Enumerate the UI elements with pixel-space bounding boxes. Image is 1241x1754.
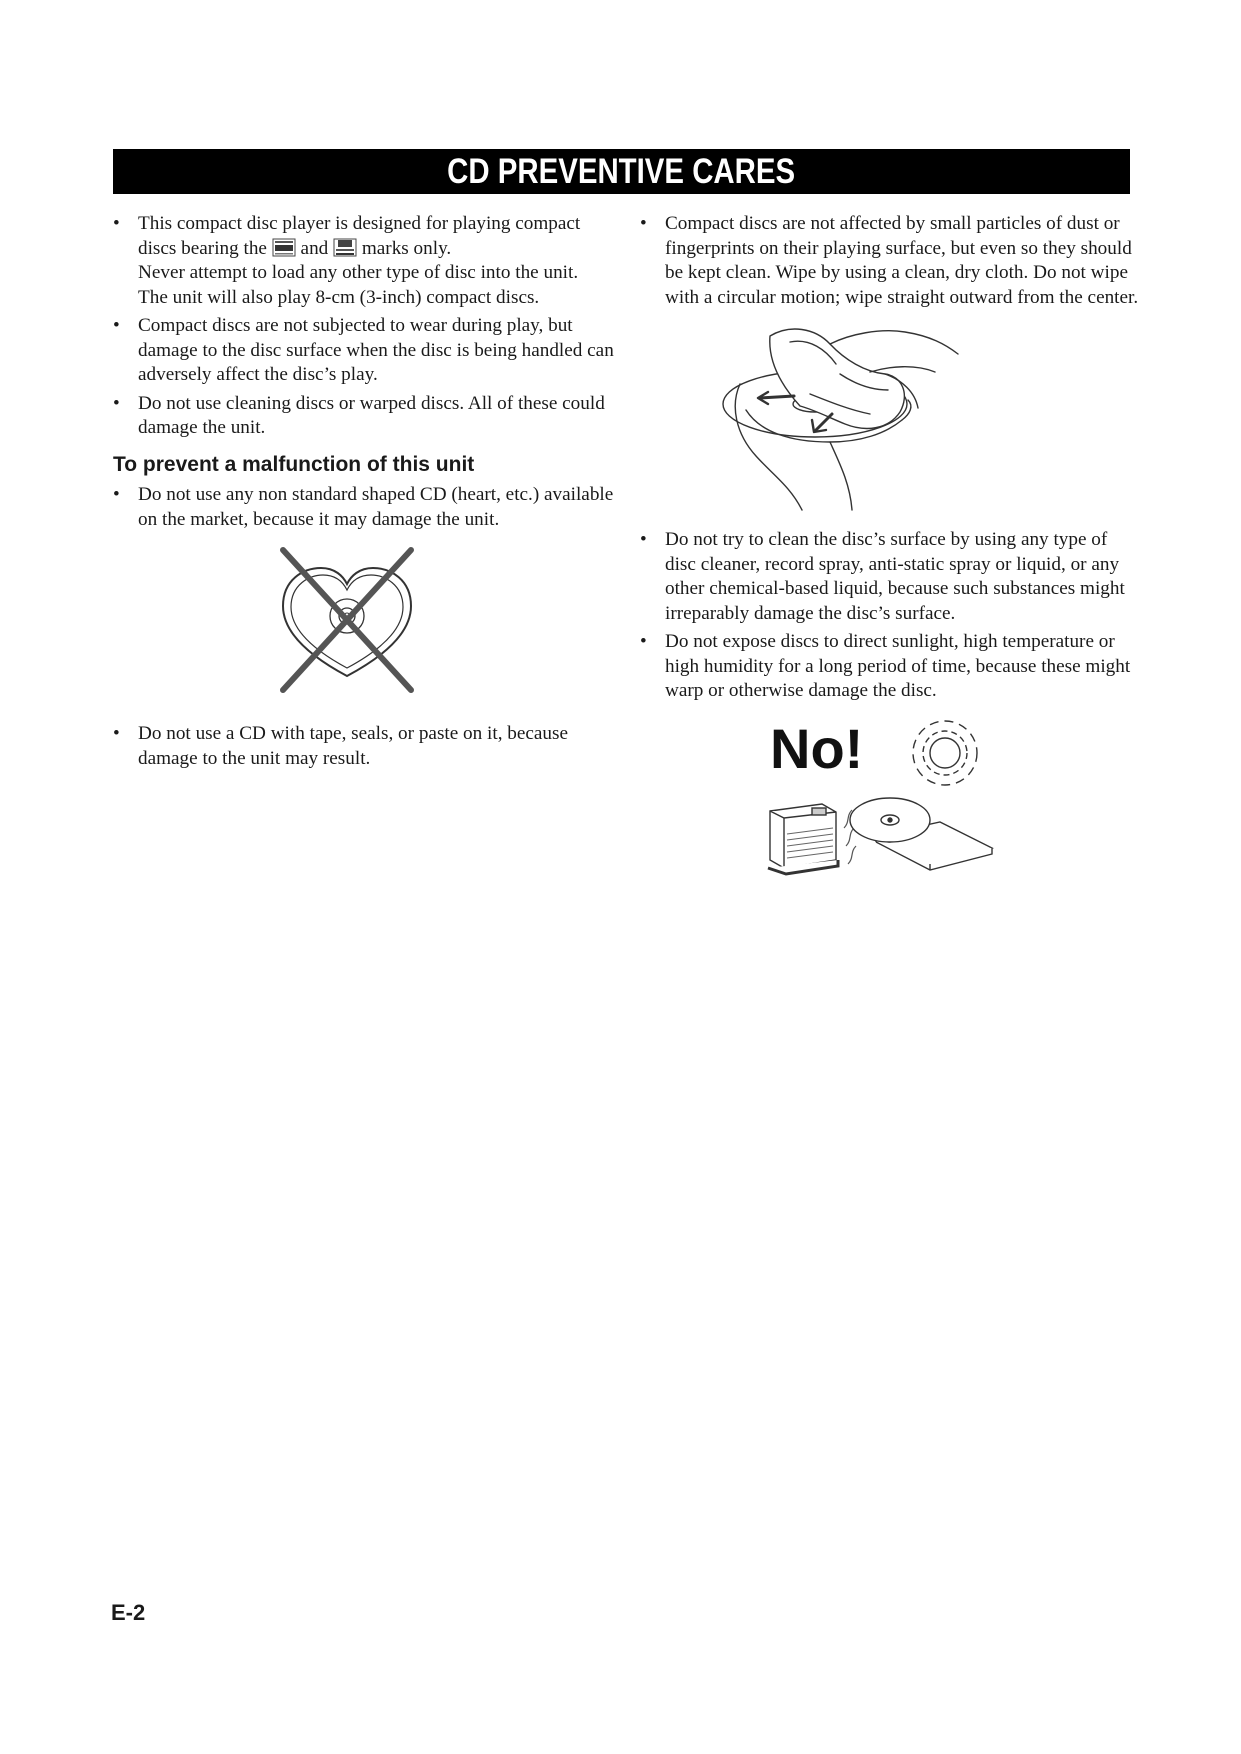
bullet-text: Do not expose discs to direct sunlight, high temperature or high humidity for a long period of time, because these might warp or otherwise damage the disc. (665, 631, 1131, 701)
bullet-text: Compact discs are not affected by small particles of dust or fingerprints on their playing surface, but even so they should be kept clean. Wipe by using a clean, dry cloth. Do not wipe with a circular motion; wipe straight outward from the center. (665, 213, 1139, 308)
hand-wiping-disc-illustration (640, 314, 1140, 514)
heater-icon (768, 804, 838, 874)
bullet-dot: • (113, 484, 120, 505)
sun-icon (913, 721, 977, 785)
bullet-dot: • (113, 723, 120, 744)
compact-disc-icon (850, 798, 992, 870)
bullet-item (113, 483, 618, 532)
bullet-text: Do not use a CD with tape, seals, or paste on it, because damage to the unit may result. (138, 723, 569, 769)
bullet-item (113, 212, 618, 310)
bullet-dot: • (113, 315, 120, 336)
bullet-item (640, 528, 1140, 626)
bullet-text: This compact disc player is designed for playing compact discs bearing the and marks only. Never attempt to load any other type of disc into the unit. The unit will also play 8-cm (3-inch) compact discs. (138, 213, 581, 308)
bullet-item (640, 212, 1140, 310)
compact-disc-text-logo-icon (333, 238, 357, 257)
heat-and-sunlight-warning-illustration (640, 708, 1140, 888)
bullet-item (113, 314, 618, 388)
left-column (113, 212, 618, 775)
section-title-bar (113, 149, 1130, 194)
right-column (640, 212, 1140, 888)
bullet-dot: • (113, 213, 120, 234)
crossed-out-heart-shaped-cd-illustration (113, 540, 618, 700)
bullet-text: Compact discs are not subjected to wear during play, but damage to the disc surface when the disc is being handled can adversely affect the disc’s play. (138, 315, 614, 385)
bullet-dot: • (640, 529, 647, 550)
bullet-item (113, 722, 618, 771)
bullet-text: Do not use cleaning discs or warped discs. All of these could damage the unit. (138, 392, 605, 438)
bullet-text: Do not use any non standard shaped CD (heart, etc.) available on the market, because it may damage the unit. (138, 484, 614, 530)
bullet-dot: • (640, 213, 647, 234)
bullet-item (640, 630, 1140, 704)
page-number: E-2 (111, 1600, 146, 1625)
bullet-item (113, 392, 618, 441)
compact-disc-digital-audio-logo-icon (272, 238, 296, 257)
bullet-dot: • (640, 631, 647, 652)
subheading: To prevent a malfunction of this unit (113, 452, 475, 476)
no-warning-label: No! (770, 716, 864, 780)
bullet-dot: • (113, 392, 120, 414)
bullet-text: Do not try to clean the disc’s surface by using any type of disc cleaner, record spray, anti-static spray or liquid, or any other chemical-based liquid, because such substances might irreparably damage the disc’s surface. (665, 529, 1125, 624)
section-title: CD PREVENTIVE CARES (447, 151, 796, 191)
